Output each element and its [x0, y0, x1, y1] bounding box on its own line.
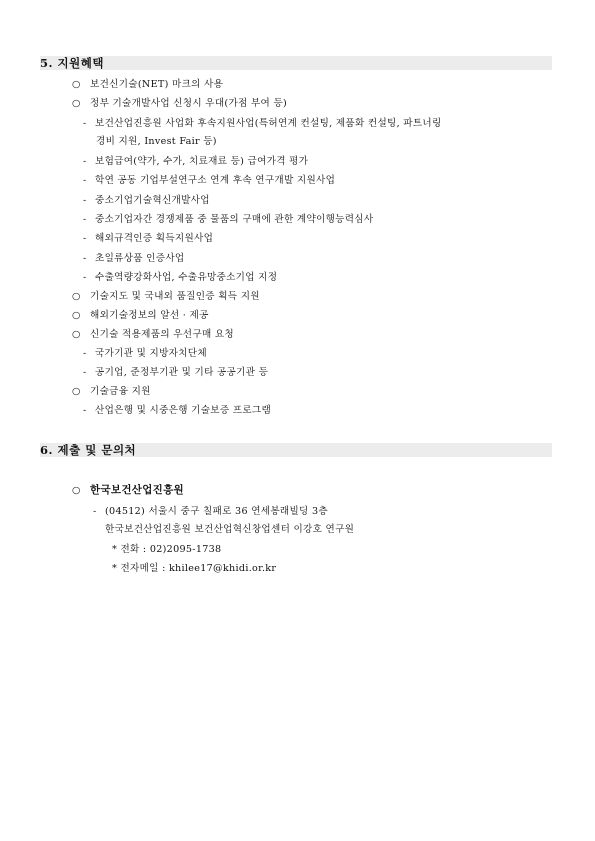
- benefit-item-text: 기술금융 지원: [90, 386, 151, 397]
- dash-bullet-icon: -: [83, 272, 87, 283]
- contact-email: * 전자메일 : khilee17@khidi.or.kr: [112, 563, 277, 574]
- benefit-item: [72, 309, 209, 322]
- contact-org-name: 한국보건산업진흥원: [90, 484, 184, 496]
- dash-bullet-icon: -: [83, 253, 87, 264]
- contact-phone: * 전화 : 02)2095-1738: [112, 544, 222, 555]
- benefit-item-text: 공기업, 준정부기관 및 기타 공공기관 등: [95, 367, 269, 378]
- benefit-item: [83, 194, 210, 207]
- benefit-item: [83, 232, 213, 245]
- contact-address: (04512) 서울시 중구 칠패로 36 연세봉래빌딩 3층: [105, 506, 328, 517]
- benefit-item-text: 수출역량강화사업, 수출유망중소기업 지정: [95, 272, 278, 283]
- contact-email-line: [112, 562, 276, 575]
- benefit-item: [72, 78, 223, 91]
- circle-bullet-icon: ○: [72, 329, 81, 340]
- benefit-item-text: 학연 공동 기업부설연구소 연계 후속 연구개발 지원사업: [95, 175, 336, 186]
- dash-bullet-icon: -: [93, 506, 97, 517]
- benefit-item: [83, 347, 207, 360]
- benefit-item: [72, 385, 151, 398]
- benefit-item: [83, 213, 373, 226]
- dash-bullet-icon: -: [83, 214, 87, 225]
- dash-bullet-icon: -: [83, 175, 87, 186]
- benefit-item: [83, 252, 184, 265]
- circle-bullet-icon: ○: [72, 98, 81, 109]
- benefit-item-text: 중소기업기술혁신개발사업: [95, 195, 210, 206]
- section-heading-contact: [40, 443, 552, 457]
- benefit-item-text: 해외기술정보의 알선 · 제공: [90, 310, 209, 321]
- circle-bullet-icon: ○: [72, 79, 81, 90]
- benefit-item: [96, 135, 217, 148]
- benefit-item-text: 경비 지원, Invest Fair 등): [96, 136, 217, 147]
- circle-bullet-icon: ○: [72, 485, 81, 496]
- contact-address-line: [93, 505, 328, 518]
- benefit-item-text: 정부 기술개발사업 신청시 우대(가점 부여 등): [90, 98, 288, 109]
- dash-bullet-icon: -: [83, 195, 87, 206]
- benefit-item: [83, 404, 271, 417]
- benefit-item: [72, 328, 234, 341]
- dash-bullet-icon: -: [83, 233, 87, 244]
- benefit-item: [83, 174, 335, 187]
- dash-bullet-icon: -: [83, 118, 87, 129]
- dash-bullet-icon: -: [83, 156, 87, 167]
- benefit-item: [83, 155, 308, 168]
- benefit-item-text: 신기술 적용제품의 우선구매 요청: [90, 329, 234, 340]
- benefit-item-text: 산업은행 및 시중은행 기술보증 프로그램: [95, 405, 272, 416]
- benefit-item: [83, 117, 442, 130]
- dash-bullet-icon: -: [83, 405, 87, 416]
- benefit-item-text: 중소기업자간 경쟁제품 중 물품의 구매에 관한 계약이행능력심사: [95, 214, 374, 225]
- contact-dept-line: [105, 523, 354, 536]
- circle-bullet-icon: ○: [72, 386, 81, 397]
- benefit-item-text: 국가기관 및 지방자치단체: [95, 348, 207, 359]
- contact-dept: 한국보건산업진흥원 보건산업혁신창업센터 이강호 연구원: [105, 524, 355, 535]
- circle-bullet-icon: ○: [72, 291, 81, 302]
- benefit-item: [72, 290, 260, 303]
- benefit-item-text: 보건산업진흥원 사업화 후속지원사업(특허연계 컨설팅, 제품화 컨설팅, 파트너링: [95, 118, 442, 129]
- dash-bullet-icon: -: [83, 348, 87, 359]
- benefit-item-text: 해외규격인증 획득지원사업: [95, 233, 214, 244]
- benefit-item: [72, 97, 287, 110]
- benefit-item-text: 초일류상품 인증사업: [95, 253, 185, 264]
- benefit-item-text: 기술지도 및 국내외 품질인증 획득 지원: [90, 291, 260, 302]
- benefit-item: [83, 366, 268, 379]
- benefit-item-text: 보험급여(약가, 수가, 치료재료 등) 급여가격 평가: [95, 156, 309, 167]
- benefit-item-text: 보건신기술(NET) 마크의 사용: [90, 79, 224, 90]
- section-heading-text: 5. 지원혜택: [40, 56, 104, 70]
- section-heading-text: 6. 제출 및 문의처: [40, 443, 137, 457]
- dash-bullet-icon: -: [83, 367, 87, 378]
- section-heading-benefits: [40, 56, 552, 70]
- benefit-item: [83, 271, 277, 284]
- contact-org-line: [72, 484, 184, 497]
- circle-bullet-icon: ○: [72, 310, 81, 321]
- contact-phone-line: [112, 543, 221, 556]
